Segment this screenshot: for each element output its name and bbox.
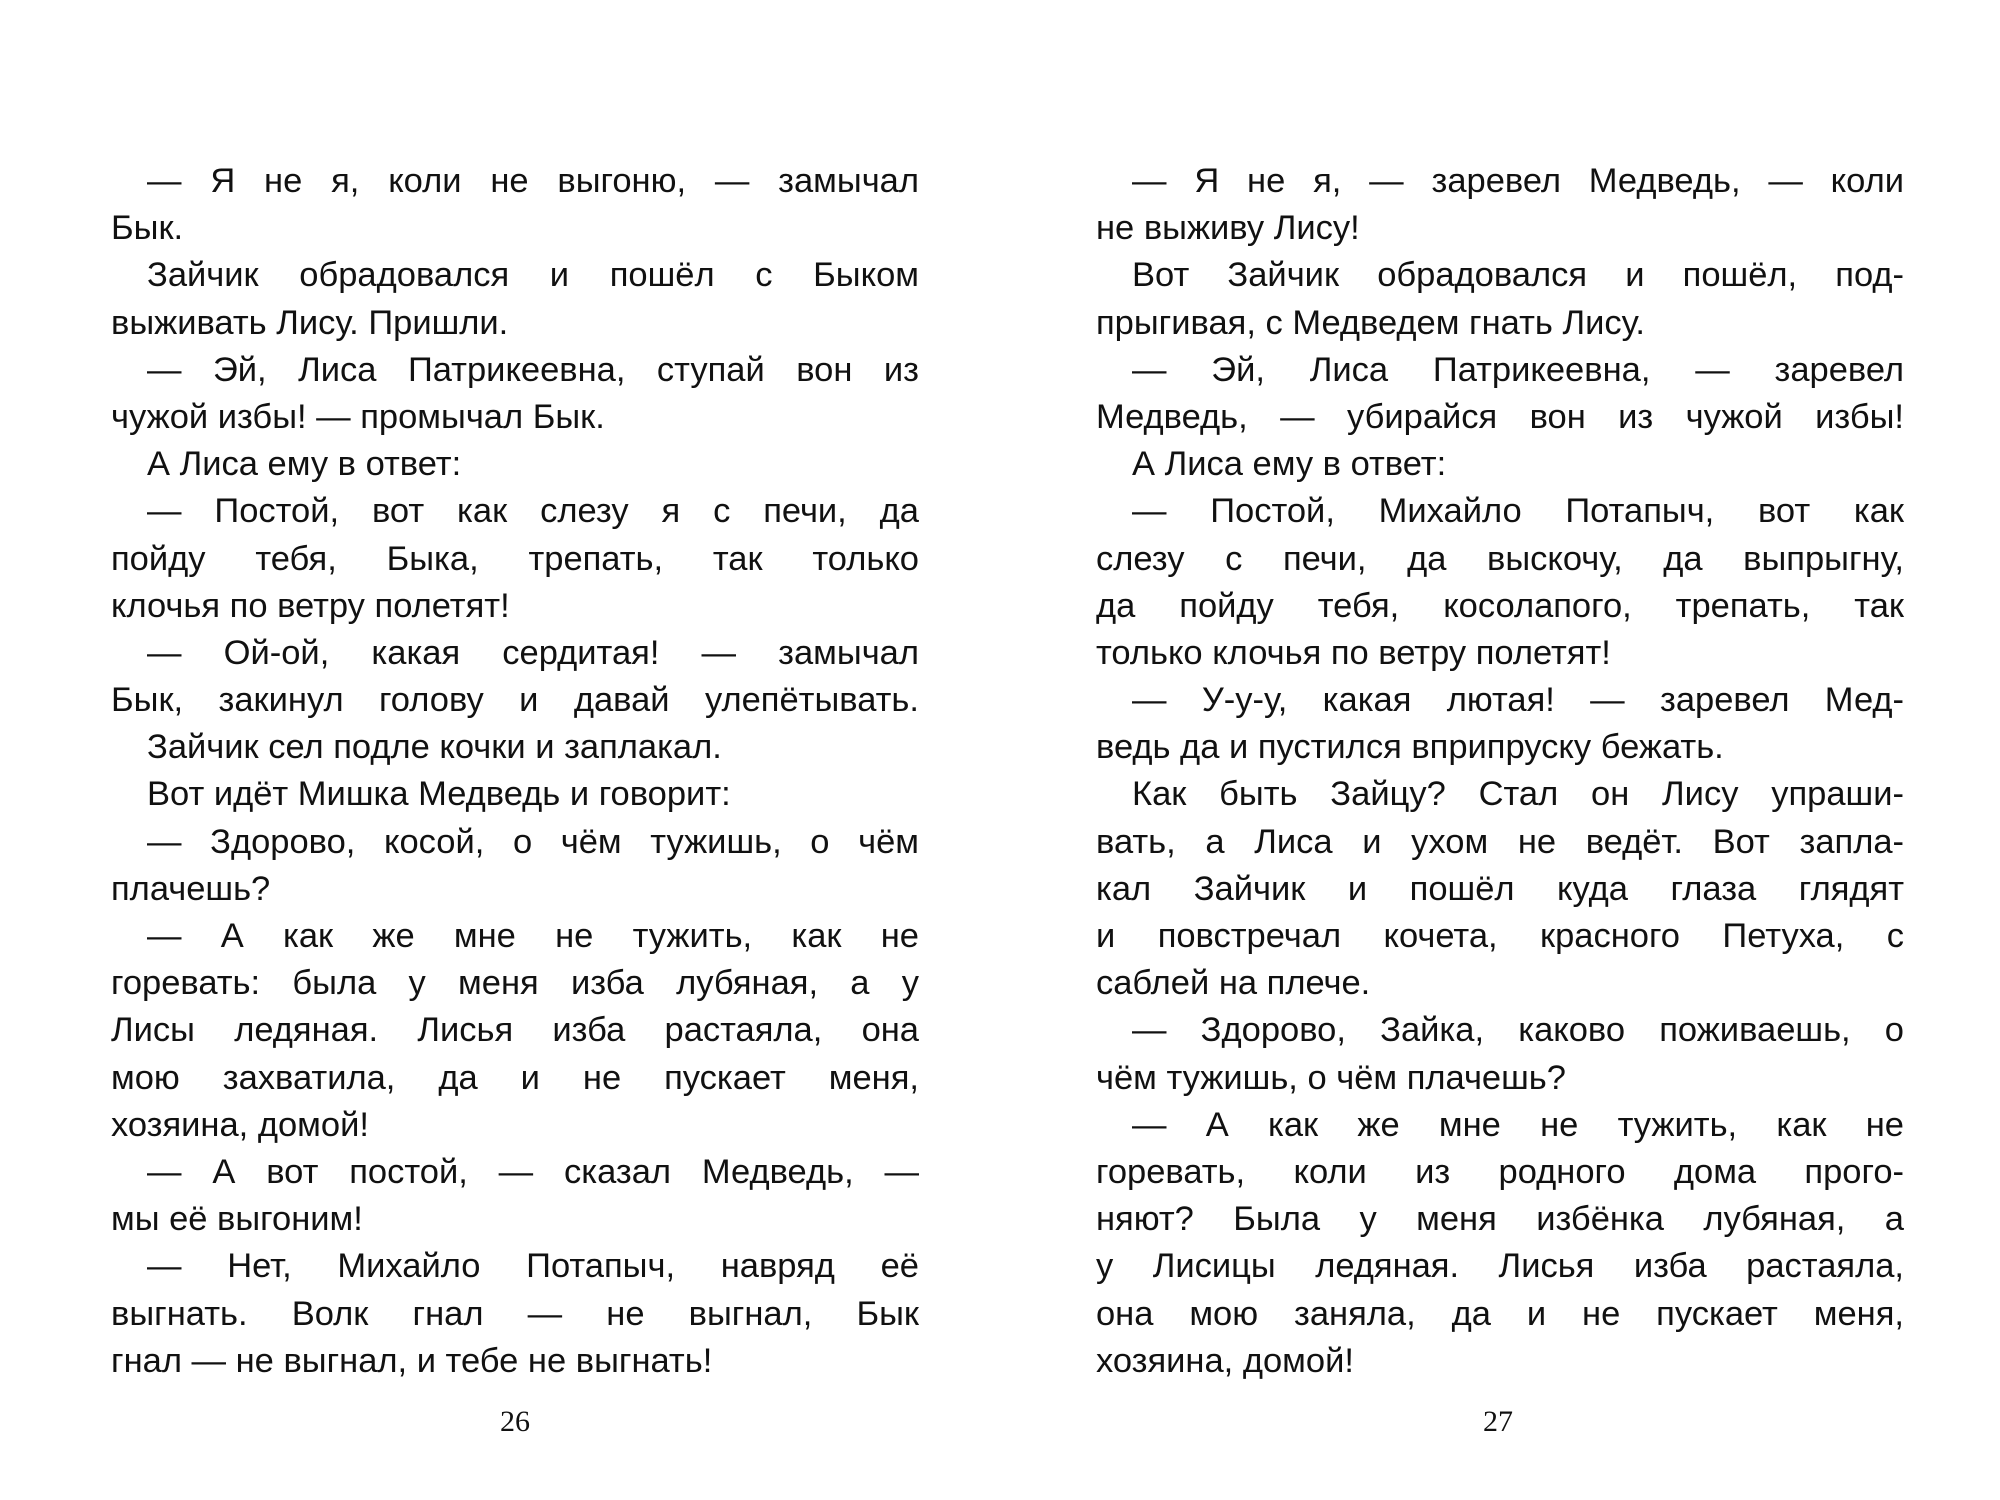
left-page: [111, 158, 919, 1385]
text-line: она мою заняла, да и не пускает меня,: [1096, 1294, 1904, 1333]
text-line: гнал — не выгнал, и тебе не выгнать!: [111, 1341, 713, 1380]
text-line: чём тужишь, о чём плачешь?: [1096, 1058, 1566, 1097]
text-line: — Эй, Лиса Патрикеевна, — заревел: [1132, 350, 1904, 389]
text-line: вать, а Лиса и ухом не ведёт. Вот запла-: [1096, 822, 1904, 861]
text-line: мою захватила, да и не пускает меня,: [111, 1058, 919, 1097]
text-line: клочья по ветру полетят!: [111, 586, 510, 625]
text-line: — Ой-ой, какая сердитая! — замычал: [147, 633, 919, 672]
text-line: — Я не я, коли не выгоню, — замычал: [147, 162, 919, 200]
text-line: у Лисицы ледяная. Лисья изба растаяла,: [1096, 1247, 1904, 1286]
text-line: — Постой, Михайло Потапыч, вот как: [1132, 492, 1904, 531]
left-page-text: [111, 158, 919, 1385]
text-line: Бык.: [111, 209, 184, 248]
text-line: Медведь, — убирайся вон из чужой избы!: [1096, 397, 1904, 436]
text-line: горевать: была у меня изба лубяная, а у: [111, 964, 919, 1003]
text-line: — Нет, Михайло Потапыч, навряд её: [147, 1247, 919, 1286]
text-line: пойду тебя, Быка, трепать, так только: [111, 539, 919, 578]
right-page: [1096, 158, 1904, 1385]
text-line: мы её выгоним!: [111, 1200, 363, 1239]
text-line: — А вот постой, — сказал Медведь, —: [147, 1152, 919, 1191]
text-line: Лисы ледяная. Лисья изба растаяла, она: [111, 1011, 919, 1050]
text-line: саблей на плече.: [1096, 964, 1371, 1003]
text-line: Бык, закинул голову и давай улепётывать.: [111, 681, 919, 720]
text-line: — Я не я, — заревел Медведь, — коли: [1132, 162, 1904, 200]
text-line: А Лиса ему в ответ:: [1132, 445, 1447, 484]
text-line: прыгивая, с Медведем гнать Лису.: [1096, 303, 1645, 342]
text-line: Вот идёт Мишка Медведь и говорит:: [147, 775, 731, 814]
text-line: хозяина, домой!: [1096, 1341, 1354, 1380]
text-line: — А как же мне не тужить, как не: [1132, 1105, 1904, 1144]
text-line: выгнать. Волк гнал — не выгнал, Бык: [111, 1294, 919, 1333]
text-line: слезу с печи, да выскочу, да выпрыгну,: [1096, 539, 1904, 578]
text-line: чужой избы! — промычал Бык.: [111, 397, 605, 436]
right-page-number: 27: [1483, 1405, 1513, 1438]
text-line: горевать, коли из родного дома прого-: [1096, 1152, 1904, 1191]
text-line: выживать Лису. Пришли.: [111, 303, 509, 342]
text-line: Зайчик обрадовался и пошёл с Быком: [147, 256, 919, 295]
text-line: Как быть Зайцу? Стал он Лису упраши-: [1132, 775, 1904, 814]
text-line: — Эй, Лиса Патрикеевна, ступай вон из: [147, 350, 919, 389]
text-line: — Постой, вот как слезу я с печи, да: [147, 492, 919, 531]
text-line: Вот Зайчик обрадовался и пошёл, под-: [1132, 256, 1904, 295]
text-line: плачешь?: [111, 869, 271, 908]
text-line: Зайчик сел подле кочки и заплакал.: [147, 728, 722, 767]
text-line: ведь да и пустился вприпруску бежать.: [1096, 728, 1724, 767]
text-line: только клочья по ветру полетят!: [1096, 633, 1611, 672]
text-line: и повстречал кочета, красного Петуха, с: [1096, 917, 1904, 955]
text-line: да пойду тебя, косолапого, трепать, так: [1096, 586, 1904, 625]
text-line: няют? Была у меня избёнка лубяная, а: [1096, 1200, 1904, 1239]
text-line: — А как же мне не тужить, как не: [147, 917, 919, 955]
text-line: А Лиса ему в ответ:: [147, 445, 462, 484]
text-line: — У-у-у, какая лютая! — заревел Мед-: [1132, 681, 1904, 720]
text-line: не выживу Лису!: [1096, 209, 1360, 248]
text-line: кал Зайчик и пошёл куда глаза глядят: [1096, 869, 1904, 908]
left-page-number: 26: [500, 1405, 530, 1438]
text-line: — Здорово, косой, о чём тужишь, о чём: [147, 822, 919, 861]
right-page-text: [1096, 158, 1904, 1385]
text-line: — Здорово, Зайка, каково поживаешь, о: [1132, 1011, 1904, 1050]
text-line: хозяина, домой!: [111, 1105, 369, 1144]
